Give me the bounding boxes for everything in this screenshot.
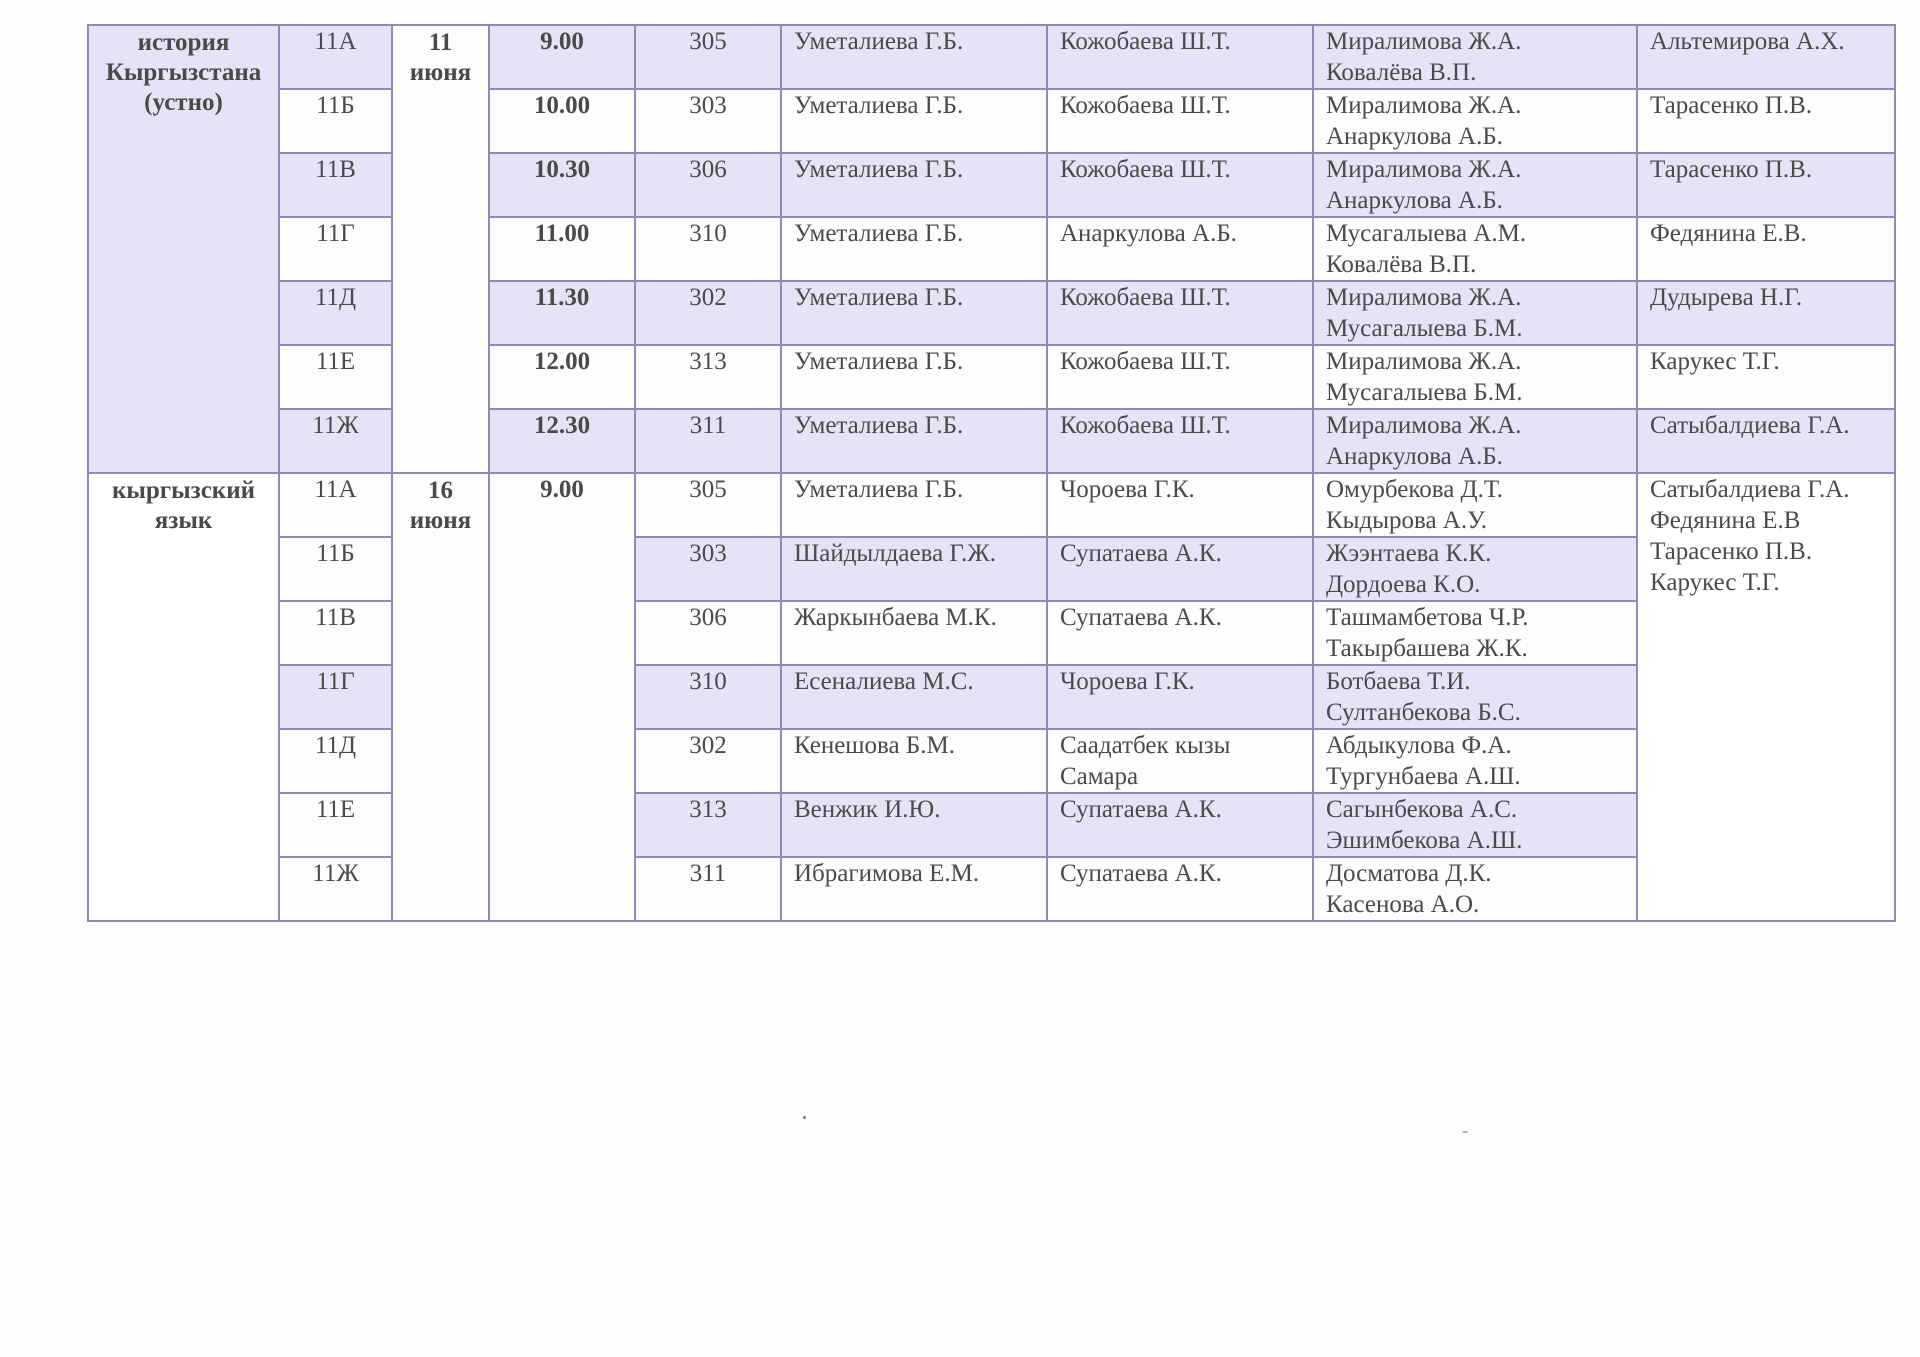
assistant-cell-line: Чороева Г.К. bbox=[1060, 668, 1195, 695]
observer-cell: Тарасенко П.В. bbox=[1637, 89, 1895, 153]
time-cell: 12.30 bbox=[489, 409, 635, 473]
commission-cell-line: Абдыкулова Ф.А. bbox=[1326, 732, 1512, 759]
assistant-cell bbox=[1047, 537, 1313, 601]
subject-cell bbox=[88, 473, 279, 921]
assistant-cell: Кожобаева Ш.Т. bbox=[1047, 153, 1313, 217]
examiner-cell: Уметалиева Г.Б. bbox=[781, 473, 1047, 537]
time-cell: 12.00 bbox=[489, 345, 635, 409]
commission-cell-line: Жээнтаева К.К. bbox=[1326, 540, 1492, 567]
room-cell: 313 bbox=[635, 793, 781, 857]
commission-cell-line: Тургунбаева А.Ш. bbox=[1326, 763, 1521, 790]
room-cell: 302 bbox=[635, 281, 781, 345]
class-cell: 11Ж bbox=[279, 409, 392, 473]
assistant-cell-line: Супатаева А.К. bbox=[1060, 540, 1222, 567]
examiner-cell: Уметалиева Г.Б. bbox=[781, 345, 1047, 409]
commission-cell-line: Кыдырова А.У. bbox=[1326, 507, 1487, 534]
commission-cell-line: Миралимова Ж.А. bbox=[1326, 92, 1522, 119]
room-cell: 305 bbox=[635, 25, 781, 89]
date-cell-line: 16 bbox=[428, 477, 453, 504]
commission-cell-line: Ковалёва В.П. bbox=[1326, 59, 1477, 86]
examiner-cell: Уметалиева Г.Б. bbox=[781, 25, 1047, 89]
commission-cell bbox=[1313, 729, 1637, 793]
time-cell: 9.00 bbox=[489, 25, 635, 89]
date-cell bbox=[392, 25, 489, 473]
observer-cell: Карукес Т.Г. bbox=[1637, 345, 1895, 409]
subject-cell-line: история bbox=[137, 29, 230, 56]
scan-speck bbox=[803, 1116, 806, 1119]
room-cell: 311 bbox=[635, 857, 781, 921]
date-cell bbox=[392, 473, 489, 921]
date-cell-line: июня bbox=[409, 507, 472, 534]
assistant-cell: Кожобаева Ш.Т. bbox=[1047, 281, 1313, 345]
examiner-cell: Уметалиева Г.Б. bbox=[781, 409, 1047, 473]
commission-cell-line: Мусагалыева Б.М. bbox=[1326, 379, 1523, 406]
class-cell: 11Ж bbox=[279, 857, 392, 921]
commission-cell-line: Дордоева К.О. bbox=[1326, 571, 1481, 598]
assistant-cell-line: Саадатбек кызы bbox=[1060, 732, 1231, 759]
commission-cell-line: Эшимбекова А.Ш. bbox=[1326, 827, 1523, 854]
class-cell: 11А bbox=[279, 25, 392, 89]
commission-cell bbox=[1313, 473, 1637, 537]
scan-speck bbox=[1462, 1131, 1468, 1133]
commission-cell bbox=[1313, 793, 1637, 857]
examiner-cell: Уметалиева Г.Б. bbox=[781, 281, 1047, 345]
schedule-body bbox=[88, 25, 1895, 921]
assistant-cell bbox=[1047, 473, 1313, 537]
observers-cell bbox=[1637, 473, 1895, 921]
room-cell: 313 bbox=[635, 345, 781, 409]
commission-cell-line: Анаркулова А.Б. bbox=[1326, 443, 1503, 470]
assistant-cell bbox=[1047, 665, 1313, 729]
commission-cell-line: Миралимова Ж.А. bbox=[1326, 156, 1522, 183]
table-row bbox=[88, 153, 1895, 217]
room-cell: 305 bbox=[635, 473, 781, 537]
commission-cell-line: Ташмамбетова Ч.Р. bbox=[1326, 604, 1529, 631]
commission-cell-line: Сагынбекова А.С. bbox=[1326, 796, 1518, 823]
class-cell: 11Г bbox=[279, 665, 392, 729]
commission-cell bbox=[1313, 281, 1637, 345]
assistant-cell-line: Супатаева А.К. bbox=[1060, 604, 1222, 631]
observer-cell: Сатыбалдиева Г.А. bbox=[1637, 409, 1895, 473]
room-cell: 303 bbox=[635, 89, 781, 153]
commission-cell-line: Ковалёва В.П. bbox=[1326, 251, 1477, 278]
assistant-cell bbox=[1047, 601, 1313, 665]
commission-cell bbox=[1313, 345, 1637, 409]
examiner-cell: Шайдылдаева Г.Ж. bbox=[781, 537, 1047, 601]
commission-cell-line: Ботбаева Т.И. bbox=[1326, 668, 1471, 695]
assistant-cell-line: Самара bbox=[1060, 763, 1139, 790]
table-row bbox=[88, 857, 1895, 921]
table-row bbox=[88, 89, 1895, 153]
commission-cell-line: Касенова А.О. bbox=[1326, 891, 1480, 918]
commission-cell-line: Султанбекова Б.С. bbox=[1326, 699, 1521, 726]
commission-cell bbox=[1313, 153, 1637, 217]
assistant-cell bbox=[1047, 729, 1313, 793]
class-cell: 11Б bbox=[279, 537, 392, 601]
subject-cell-line: кыргызский bbox=[111, 477, 256, 504]
assistant-cell: Кожобаева Ш.Т. bbox=[1047, 89, 1313, 153]
assistant-cell-line: Чороева Г.К. bbox=[1060, 476, 1195, 503]
room-cell: 306 bbox=[635, 153, 781, 217]
subject-cell bbox=[88, 25, 279, 473]
observer-cell: Дудырева Н.Г. bbox=[1637, 281, 1895, 345]
commission-cell-line: Досматова Д.К. bbox=[1326, 860, 1492, 887]
table-row bbox=[88, 25, 1895, 89]
assistant-cell: Анаркулова А.Б. bbox=[1047, 217, 1313, 281]
class-cell: 11Б bbox=[279, 89, 392, 153]
assistant-cell bbox=[1047, 857, 1313, 921]
subject-cell-line: Кыргызстана bbox=[105, 59, 262, 86]
commission-cell bbox=[1313, 25, 1637, 89]
class-cell: 11А bbox=[279, 473, 392, 537]
commission-cell-line: Омурбекова Д.Т. bbox=[1326, 476, 1503, 503]
observers-cell-line: Тарасенко П.В. bbox=[1650, 538, 1813, 565]
examiner-cell: Ибрагимова Е.М. bbox=[781, 857, 1047, 921]
class-cell: 11В bbox=[279, 601, 392, 665]
assistant-cell: Кожобаева Ш.Т. bbox=[1047, 345, 1313, 409]
assistant-cell bbox=[1047, 793, 1313, 857]
table-row bbox=[88, 729, 1895, 793]
room-cell: 311 bbox=[635, 409, 781, 473]
observer-cell: Федянина Е.В. bbox=[1637, 217, 1895, 281]
table-row bbox=[88, 793, 1895, 857]
commission-cell-line: Анаркулова А.Б. bbox=[1326, 123, 1503, 150]
table-row bbox=[88, 665, 1895, 729]
date-cell-line: 11 bbox=[428, 29, 453, 56]
examiner-cell: Есеналиева М.С. bbox=[781, 665, 1047, 729]
time-cell: 10.00 bbox=[489, 89, 635, 153]
examiner-cell: Уметалиева Г.Б. bbox=[781, 89, 1047, 153]
commission-cell-line: Миралимова Ж.А. bbox=[1326, 412, 1522, 439]
subject-cell-line: язык bbox=[154, 507, 213, 534]
commission-cell bbox=[1313, 217, 1637, 281]
examiner-cell: Уметалиева Г.Б. bbox=[781, 153, 1047, 217]
commission-cell-line: Мусагалыева А.М. bbox=[1326, 220, 1527, 247]
commission-cell bbox=[1313, 665, 1637, 729]
assistant-cell-line: Супатаева А.К. bbox=[1060, 796, 1222, 823]
commission-cell-line: Миралимова Ж.А. bbox=[1326, 284, 1522, 311]
table-row bbox=[88, 217, 1895, 281]
class-cell: 11Д bbox=[279, 281, 392, 345]
commission-cell bbox=[1313, 89, 1637, 153]
exam-schedule-table bbox=[87, 24, 1896, 922]
assistant-cell-line: Супатаева А.К. bbox=[1060, 860, 1222, 887]
examiner-cell: Жаркынбаева М.К. bbox=[781, 601, 1047, 665]
class-cell: 11Е bbox=[279, 345, 392, 409]
date-cell-line: июня bbox=[409, 59, 472, 86]
time-cell: 10.30 bbox=[489, 153, 635, 217]
class-cell: 11Д bbox=[279, 729, 392, 793]
room-cell: 310 bbox=[635, 665, 781, 729]
table-row bbox=[88, 281, 1895, 345]
observers-cell-line: Сатыбалдиева Г.А. bbox=[1650, 476, 1850, 503]
room-cell: 310 bbox=[635, 217, 781, 281]
examiner-cell: Уметалиева Г.Б. bbox=[781, 217, 1047, 281]
observer-cell: Альтемирова А.Х. bbox=[1637, 25, 1895, 89]
commission-cell-line: Миралимова Ж.А. bbox=[1326, 28, 1522, 55]
examiner-cell: Кенешова Б.М. bbox=[781, 729, 1047, 793]
observers-cell-line: Федянина Е.В bbox=[1650, 507, 1801, 534]
room-cell: 303 bbox=[635, 537, 781, 601]
assistant-cell: Кожобаева Ш.Т. bbox=[1047, 409, 1313, 473]
commission-cell-line: Анаркулова А.Б. bbox=[1326, 187, 1503, 214]
class-cell: 11В bbox=[279, 153, 392, 217]
class-cell: 11Г bbox=[279, 217, 392, 281]
assistant-cell: Кожобаева Ш.Т. bbox=[1047, 25, 1313, 89]
class-cell: 11Е bbox=[279, 793, 392, 857]
commission-cell bbox=[1313, 857, 1637, 921]
commission-cell-line: Мусагалыева Б.М. bbox=[1326, 315, 1523, 342]
room-cell: 302 bbox=[635, 729, 781, 793]
room-cell: 306 bbox=[635, 601, 781, 665]
table-row bbox=[88, 537, 1895, 601]
observer-cell: Тарасенко П.В. bbox=[1637, 153, 1895, 217]
time-cell: 11.30 bbox=[489, 281, 635, 345]
table-row bbox=[88, 473, 1895, 537]
commission-cell-line: Миралимова Ж.А. bbox=[1326, 348, 1522, 375]
observers-cell-line: Карукес Т.Г. bbox=[1650, 569, 1780, 596]
commission-cell bbox=[1313, 409, 1637, 473]
commission-cell-line: Такырбашева Ж.К. bbox=[1326, 635, 1528, 662]
commission-cell bbox=[1313, 601, 1637, 665]
table-row bbox=[88, 345, 1895, 409]
examiner-cell: Венжик И.Ю. bbox=[781, 793, 1047, 857]
subject-cell-line: (устно) bbox=[144, 89, 223, 116]
commission-cell bbox=[1313, 537, 1637, 601]
table-row bbox=[88, 409, 1895, 473]
time-cell: 9.00 bbox=[489, 473, 635, 921]
table-row bbox=[88, 601, 1895, 665]
time-cell: 11.00 bbox=[489, 217, 635, 281]
